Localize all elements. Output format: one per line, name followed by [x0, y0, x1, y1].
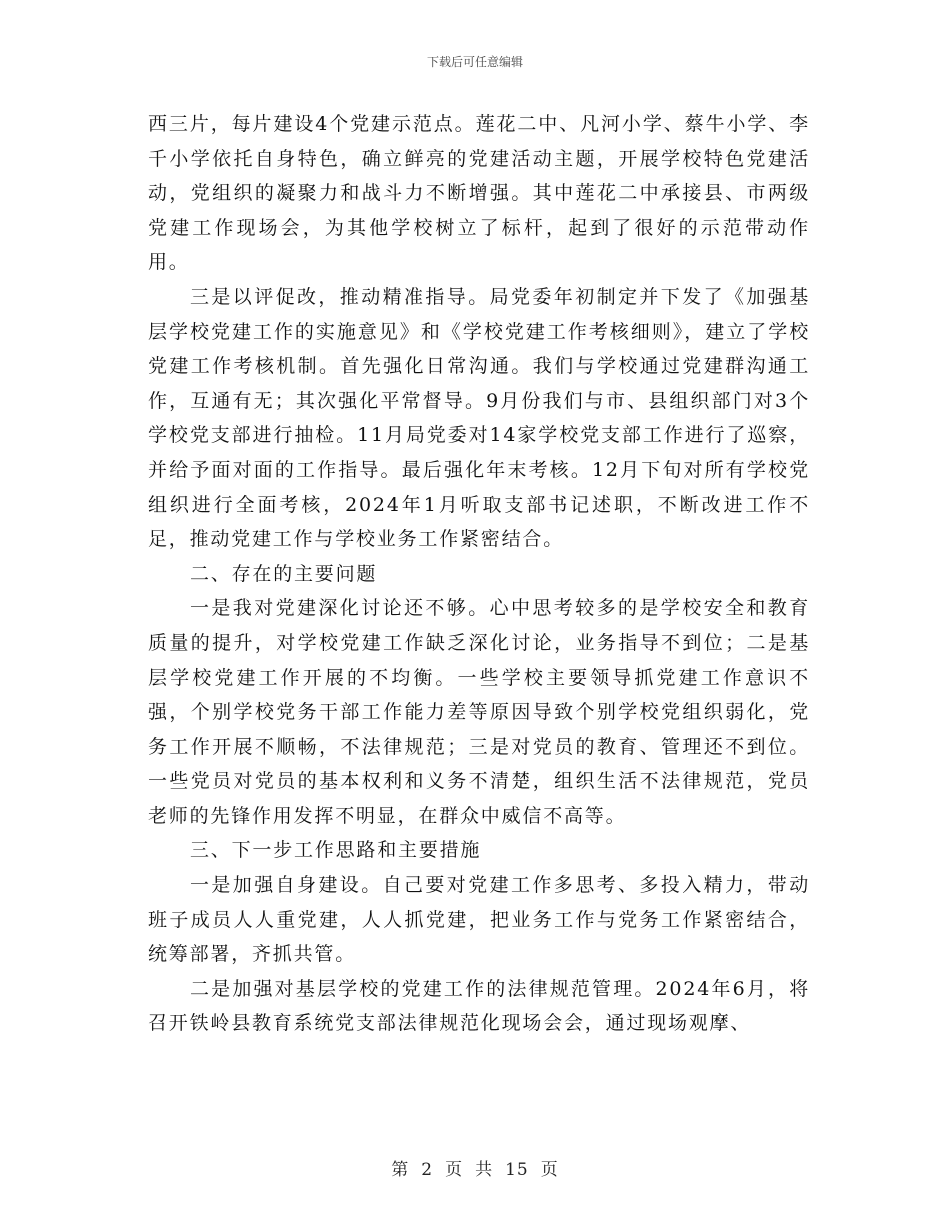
footer-label-di: 第: [391, 1160, 410, 1180]
section-heading-problems: 二、存在的主要问题: [190, 562, 378, 585]
paragraph-problems: 一是我对党建深化讨论还不够。心中思考较多的是学校安全和教育质量的提升，对学校党建工作缺乏深化讨论，业务指导不到位；二是基层学校党建工作开展的不均衡。一些学校主要领导抓党建工作意识不强，个别学校党务干部工作能力差等原因导致个别学校党组织弱化，党务工作开展不顺畅，不法律规范；三是对党员的教育、管理还不到位。一些党员对党员的基本权利和义务不清楚，组织生活不法律规范，党员老师的先锋作用发挥不明显，在群众中威信不高等。: [148, 597, 810, 827]
document-body: [148, 107, 810, 1041]
footer-total-pages: 15: [505, 1160, 529, 1180]
paragraph-third-point: 三是以评促改，推动精准指导。局党委年初制定并下发了《加强基层学校党建工作的实施意见》和《学校党建工作考核细则》，建立了学校党建工作考核机制。首先强化日常沟通。我们与学校通过党建群沟通工作，互通有无；其次强化平常督导。9月份我们与市、县组织部门对3个学校党支部进行抽检。11月局党委对14家学校党支部工作进行了巡察，并给予面对面的工作指导。最后强化年末考核。12月下旬对所有学校党组织进行全面考核，2024年1月听取支部书记述职，不断改进工作不足，推动党建工作与学校业务工作紧密结合。: [148, 285, 810, 551]
paragraph-self-building: 一是加强自身建设。自己要对党建工作多思考、多投入精力，带动班子成员人人重党建，人人抓党建，把业务工作与党务工作紧密结合，统筹部署，齐抓共管。: [148, 874, 810, 966]
footer-page-number: 2: [421, 1160, 434, 1180]
paragraph-standardization: 二是加强对基层学校的党建工作的法律规范管理。2024年6月，将召开铁岭县教育系统党支部法律规范化现场会会，通过现场观摩、: [148, 977, 810, 1035]
paragraph-continuation: 西三片，每片建设4个党建示范点。莲花二中、凡河小学、蔡牛小学、李千小学依托自身特色，确立鲜亮的党建活动主题，开展学校特色党建活动，党组织的凝聚力和战斗力不断增强。其中莲花二中承接县、市两级党建工作现场会，为其他学校树立了标杆，起到了很好的示范带动作用。: [148, 113, 810, 274]
page-header-note: 下载后可任意编辑: [426, 55, 523, 69]
footer-label-gong: 共: [475, 1160, 494, 1180]
page-footer: [0, 1155, 950, 1180]
section-heading-next-steps: 三、下一步工作思路和主要措施: [190, 839, 482, 862]
footer-label-ye: 页: [445, 1160, 464, 1180]
footer-label-ye2: 页: [540, 1160, 559, 1180]
